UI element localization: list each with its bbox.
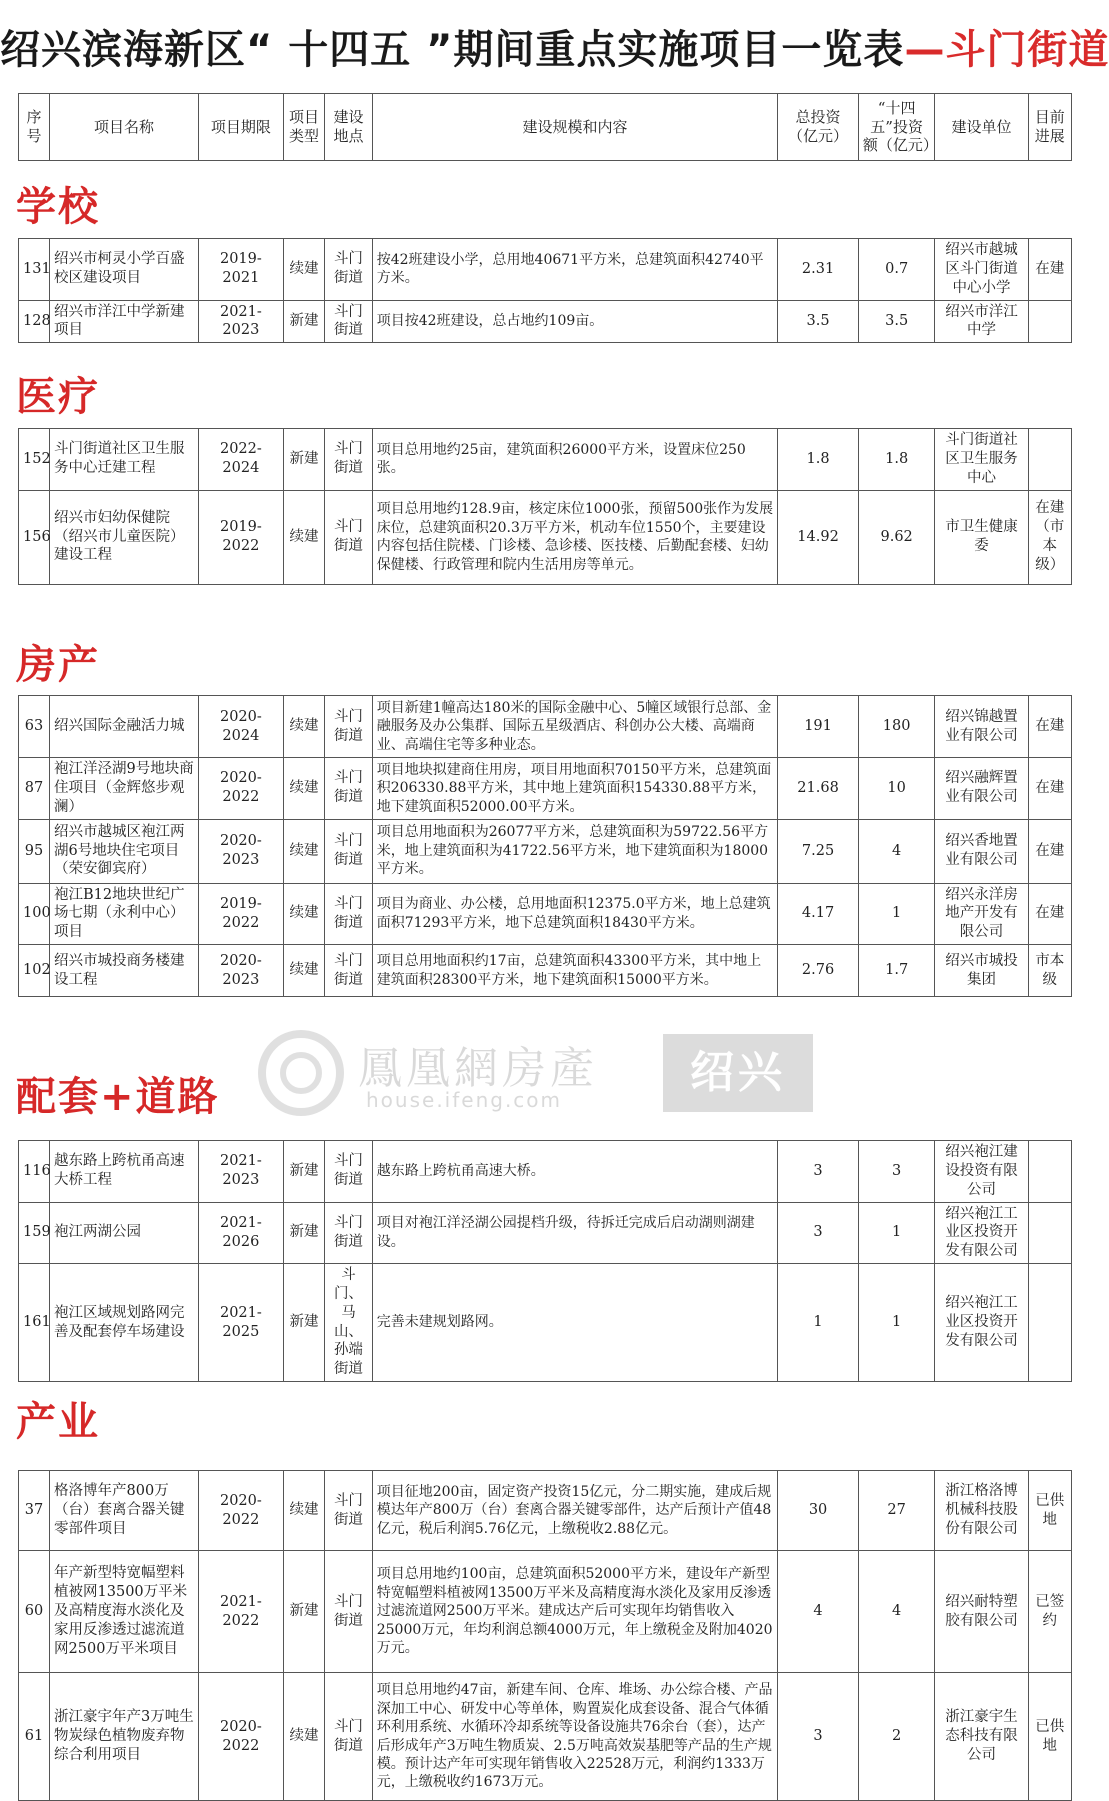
row-total: 30	[778, 1471, 859, 1551]
row-total: 7.25	[778, 819, 859, 883]
row-name: 格洛博年产800万（台）套离合器关键零部件项目	[50, 1471, 199, 1551]
row-total: 14.92	[778, 490, 859, 584]
row-progress: 在建（市本级）	[1028, 490, 1072, 584]
row-location: 斗门街道	[325, 696, 373, 758]
row-name: 绍兴国际金融活力城	[50, 696, 199, 758]
row-name: 袍江洋泾湖9号地块商住项目（金辉悠步观澜）	[50, 758, 199, 820]
row-unit: 斗门街道社区卫生服务中心	[935, 429, 1028, 491]
row-scale: 项目为商业、办公楼，总用地面积12375.0平方米，地上总建筑面积71293平方米，地下总建筑面积18430平方米。	[372, 883, 777, 945]
row-scale: 项目总用地约25亩，建筑面积26000平方米，设置床位250张。	[372, 429, 777, 491]
row-unit: 绍兴袍江建设投资有限公司	[935, 1141, 1028, 1203]
row-seq: 60	[19, 1551, 50, 1673]
row-progress: 市本级	[1028, 945, 1072, 997]
section-title-medical: 医疗	[16, 374, 100, 420]
row-progress: 在建	[1028, 239, 1072, 301]
row-total: 1.8	[778, 429, 859, 491]
row-seq: 95	[19, 819, 50, 883]
row-unit: 绍兴袍江工业区投资开发有限公司	[935, 1202, 1028, 1264]
table-row	[19, 429, 1072, 491]
row-unit: 绍兴耐特塑胶有限公司	[935, 1551, 1028, 1673]
table-row	[19, 1264, 1072, 1382]
row-seq: 37	[19, 1471, 50, 1551]
row-plan: 9.62	[858, 490, 935, 584]
row-seq: 102	[19, 945, 50, 997]
table-row	[19, 300, 1072, 343]
row-period: 2020-2022	[198, 1673, 283, 1801]
row-period: 2020-2023	[198, 819, 283, 883]
row-seq: 100	[19, 883, 50, 945]
row-type: 续建	[283, 1673, 324, 1801]
row-location: 斗门、马山、孙端街道	[325, 1264, 373, 1382]
row-seq: 159	[19, 1202, 50, 1264]
row-location: 斗门街道	[325, 239, 373, 301]
table-row	[19, 1673, 1072, 1801]
row-type: 续建	[283, 490, 324, 584]
header-seq: 序号	[19, 94, 50, 161]
row-total: 4	[778, 1551, 859, 1673]
row-seq: 156	[19, 490, 50, 584]
row-period: 2020-2022	[198, 1471, 283, 1551]
row-seq: 161	[19, 1264, 50, 1382]
watermark-logo-icon	[258, 1030, 344, 1116]
row-name: 袍江两湖公园	[50, 1202, 199, 1264]
row-location: 斗门街道	[325, 945, 373, 997]
row-progress: 已签约	[1028, 1551, 1072, 1673]
row-type: 新建	[283, 1141, 324, 1203]
header-name: 项目名称	[50, 94, 199, 161]
section-title-property: 房产	[16, 642, 100, 688]
row-plan: 3.5	[858, 300, 935, 343]
row-name: 绍兴市洋江中学新建项目	[50, 300, 199, 343]
row-plan: 4	[858, 1551, 935, 1673]
row-type: 续建	[283, 239, 324, 301]
row-period: 2022-2024	[198, 429, 283, 491]
row-progress: 在建	[1028, 819, 1072, 883]
row-location: 斗门街道	[325, 1471, 373, 1551]
title-street: 斗门街道	[945, 27, 1109, 73]
header-period: 项目期限	[198, 94, 283, 161]
header-total: 总投资（亿元）	[778, 94, 859, 161]
row-scale: 项目总用地约100亩，总建筑面积52000平方米，建设年产新型特宽幅塑料植被网13500万平米及高精度海水淡化及家用反渗透过滤流道网2500万平米。建成达产后可实现年均销售收入25000万元，年均利润总额4000万元，年上缴税金及附加4020万元。	[372, 1551, 777, 1673]
row-unit: 浙江格洛博机械科技股份有限公司	[935, 1471, 1028, 1551]
section-title-roads: 配套+道路	[16, 1074, 220, 1120]
table-row	[19, 883, 1072, 945]
row-progress: 在建	[1028, 758, 1072, 820]
row-name: 袍江区域规划路网完善及配套停车场建设	[50, 1264, 199, 1382]
table-industry	[18, 1470, 1072, 1801]
row-location: 斗门街道	[325, 1551, 373, 1673]
row-seq: 116	[19, 1141, 50, 1203]
row-plan: 27	[858, 1471, 935, 1551]
row-scale: 项目总用地面积为26077平方米，总建筑面积为59722.56平方米，地上建筑面积为41722.56平方米，地下建筑面积为18000平方米。	[372, 819, 777, 883]
row-unit: 绍兴永洋房地产开发有限公司	[935, 883, 1028, 945]
row-seq: 128	[19, 300, 50, 343]
row-seq: 131	[19, 239, 50, 301]
row-name: 浙江豪宇年产3万吨生物炭绿色植物废弃物综合利用项目	[50, 1673, 199, 1801]
row-total: 2.31	[778, 239, 859, 301]
table-row	[19, 945, 1072, 997]
row-name: 越东路上跨杭甬高速大桥工程	[50, 1141, 199, 1203]
row-plan: 1	[858, 1202, 935, 1264]
row-location: 斗门街道	[325, 819, 373, 883]
row-name: 袍江B12地块世纪广场七期（永利中心）项目	[50, 883, 199, 945]
row-total: 3	[778, 1202, 859, 1264]
row-scale: 项目对袍江洋泾湖公园提档升级，待拆迁完成后启动湖则湖建设。	[372, 1202, 777, 1264]
table-row	[19, 696, 1072, 758]
row-plan: 10	[858, 758, 935, 820]
row-progress	[1028, 1141, 1072, 1203]
row-type: 新建	[283, 300, 324, 343]
row-type: 新建	[283, 1202, 324, 1264]
table-roads	[18, 1140, 1072, 1382]
row-total: 1	[778, 1264, 859, 1382]
header-location: 建设地点	[325, 94, 373, 161]
row-progress: 在建	[1028, 696, 1072, 758]
row-location: 斗门街道	[325, 490, 373, 584]
row-plan: 4	[858, 819, 935, 883]
row-total: 3.5	[778, 300, 859, 343]
table-row	[19, 1471, 1072, 1551]
table-row	[19, 758, 1072, 820]
table-medical	[18, 428, 1072, 585]
row-total: 3	[778, 1673, 859, 1801]
row-location: 斗门街道	[325, 758, 373, 820]
row-plan: 1.7	[858, 945, 935, 997]
row-location: 斗门街道	[325, 883, 373, 945]
row-total: 21.68	[778, 758, 859, 820]
row-name: 绍兴市越城区袍江两湖6号地块住宅项目（荣安御宾府）	[50, 819, 199, 883]
row-plan: 3	[858, 1141, 935, 1203]
row-period: 2021-2026	[198, 1202, 283, 1264]
watermark-city: 绍兴	[663, 1034, 813, 1112]
row-progress: 已供地	[1028, 1673, 1072, 1801]
title-dash: —	[904, 27, 946, 73]
row-period: 2021-2025	[198, 1264, 283, 1382]
row-location: 斗门街道	[325, 1141, 373, 1203]
row-plan: 180	[858, 696, 935, 758]
row-name: 年产新型特宽幅塑料植被网13500万平米及高精度海水淡化及家用反渗透过滤流道网2500万平米项目	[50, 1551, 199, 1673]
section-title-school: 学校	[16, 184, 100, 230]
row-type: 续建	[283, 1471, 324, 1551]
title-main: 绍兴滨海新区“ 十四五 ”期间重点实施项目一览表	[0, 27, 905, 73]
table-row	[19, 239, 1072, 301]
row-plan: 2	[858, 1673, 935, 1801]
row-type: 续建	[283, 696, 324, 758]
row-unit: 绍兴锦越置业有限公司	[935, 696, 1028, 758]
row-name: 绍兴市妇幼保健院（绍兴市儿童医院）建设工程	[50, 490, 199, 584]
row-type: 新建	[283, 1264, 324, 1382]
row-seq: 152	[19, 429, 50, 491]
header-unit: 建设单位	[935, 94, 1028, 161]
row-scale: 项目总用地约47亩，新建车间、仓库、堆场、办公综合楼、产品深加工中心、研发中心等单体，购置炭化成套设备、混合气体循环利用系统、水循环冷却系统等设备设施共76余台（套），达产后形成年产3万吨生物质炭、2.5万吨高效炭基肥等产品的生产规模。预计达产年可实现年销售收入22528万元，利润约1333万元，上缴税收约1673万元。	[372, 1673, 777, 1801]
row-period: 2019-2022	[198, 490, 283, 584]
row-period: 2020-2022	[198, 758, 283, 820]
row-total: 3	[778, 1141, 859, 1203]
row-progress	[1028, 1264, 1072, 1382]
row-total: 2.76	[778, 945, 859, 997]
watermark-text: 鳳凰網房產	[358, 1043, 598, 1094]
table-header	[18, 93, 1072, 161]
row-name: 斗门街道社区卫生服务中心迁建工程	[50, 429, 199, 491]
table-row	[19, 819, 1072, 883]
watermark	[258, 1030, 818, 1120]
header-type: 项目类型	[283, 94, 324, 161]
row-scale: 按42班建设小学，总用地40671平方米，总建筑面积42740平方米。	[372, 239, 777, 301]
row-period: 2021-2023	[198, 300, 283, 343]
row-plan: 1	[858, 883, 935, 945]
table-school	[18, 238, 1072, 343]
row-scale: 项目地块拟建商住用房，项目用地面积70150平方米，总建筑面积206330.88平方米，其中地上建筑面积154330.88平方米，地下建筑面积52000.00平方米。	[372, 758, 777, 820]
watermark-url: house.ifeng.com	[366, 1088, 563, 1112]
header-scale: 建设规模和内容	[372, 94, 777, 161]
row-scale: 项目总用地约128.9亩，核定床位1000张，预留500张作为发展床位，总建筑面积20.3万平方米，机动车位1550个，主要建设内容包括住院楼、门诊楼、急诊楼、医技楼、后勤配套楼、妇幼保健楼、行政管理和院内生活用房等单元。	[372, 490, 777, 584]
row-period: 2019-2021	[198, 239, 283, 301]
row-plan: 1	[858, 1264, 935, 1382]
row-location: 斗门街道	[325, 1202, 373, 1264]
row-total: 4.17	[778, 883, 859, 945]
row-scale: 项目按42班建设，总占地约109亩。	[372, 300, 777, 343]
row-type: 新建	[283, 429, 324, 491]
table-property	[18, 695, 1072, 997]
row-type: 续建	[283, 819, 324, 883]
row-progress	[1028, 429, 1072, 491]
table-row	[19, 1202, 1072, 1264]
row-type: 续建	[283, 883, 324, 945]
row-scale: 完善未建规划路网。	[372, 1264, 777, 1382]
row-scale: 项目新建1幢高达180米的国际金融中心、5幢区域银行总部、金融服务及办公集群、国际五星级酒店、科创办公大楼、高端商业、高端住宅等多种业态。	[372, 696, 777, 758]
row-unit: 市卫生健康委	[935, 490, 1028, 584]
row-name: 绍兴市柯灵小学百盛校区建设项目	[50, 239, 199, 301]
row-unit: 绍兴市洋江中学	[935, 300, 1028, 343]
page-title	[0, 18, 1109, 75]
row-unit: 绍兴袍江工业区投资开发有限公司	[935, 1264, 1028, 1382]
row-progress: 已供地	[1028, 1471, 1072, 1551]
table-row	[19, 490, 1072, 584]
row-progress	[1028, 300, 1072, 343]
row-total: 191	[778, 696, 859, 758]
row-seq: 61	[19, 1673, 50, 1801]
table-row	[19, 1141, 1072, 1203]
row-progress: 在建	[1028, 883, 1072, 945]
row-unit: 浙江豪宇生态科技有限公司	[935, 1673, 1028, 1801]
row-period: 2021-2023	[198, 1141, 283, 1203]
row-location: 斗门街道	[325, 429, 373, 491]
header-progress: 目前进展	[1028, 94, 1072, 161]
table-row	[19, 1551, 1072, 1673]
row-type: 新建	[283, 1551, 324, 1673]
row-type: 续建	[283, 945, 324, 997]
row-scale: 越东路上跨杭甬高速大桥。	[372, 1141, 777, 1203]
row-scale: 项目征地200亩，固定资产投资15亿元，分二期实施，建成后规模达年产800万（台）套离合器关键零部件，达产后预计产值48亿元，税后利润5.76亿元，上缴税收2.88亿元。	[372, 1471, 777, 1551]
row-unit: 绍兴融辉置业有限公司	[935, 758, 1028, 820]
row-plan: 0.7	[858, 239, 935, 301]
row-unit: 绍兴香地置业有限公司	[935, 819, 1028, 883]
row-location: 斗门街道	[325, 1673, 373, 1801]
row-location: 斗门街道	[325, 300, 373, 343]
row-period: 2020-2024	[198, 696, 283, 758]
row-type: 续建	[283, 758, 324, 820]
row-scale: 项目总用地面积约17亩，总建筑面积43300平方米，其中地上建筑面积28300平方米，地下建筑面积15000平方米。	[372, 945, 777, 997]
row-seq: 63	[19, 696, 50, 758]
header-plan: “十四五”投资额（亿元）	[858, 94, 935, 161]
row-plan: 1.8	[858, 429, 935, 491]
row-unit: 绍兴市越城区斗门街道中心小学	[935, 239, 1028, 301]
section-title-industry: 产业	[16, 1399, 100, 1445]
row-period: 2019-2022	[198, 883, 283, 945]
row-seq: 87	[19, 758, 50, 820]
row-unit: 绍兴市城投集团	[935, 945, 1028, 997]
row-period: 2020-2023	[198, 945, 283, 997]
row-name: 绍兴市城投商务楼建设工程	[50, 945, 199, 997]
row-period: 2021-2022	[198, 1551, 283, 1673]
row-progress	[1028, 1202, 1072, 1264]
